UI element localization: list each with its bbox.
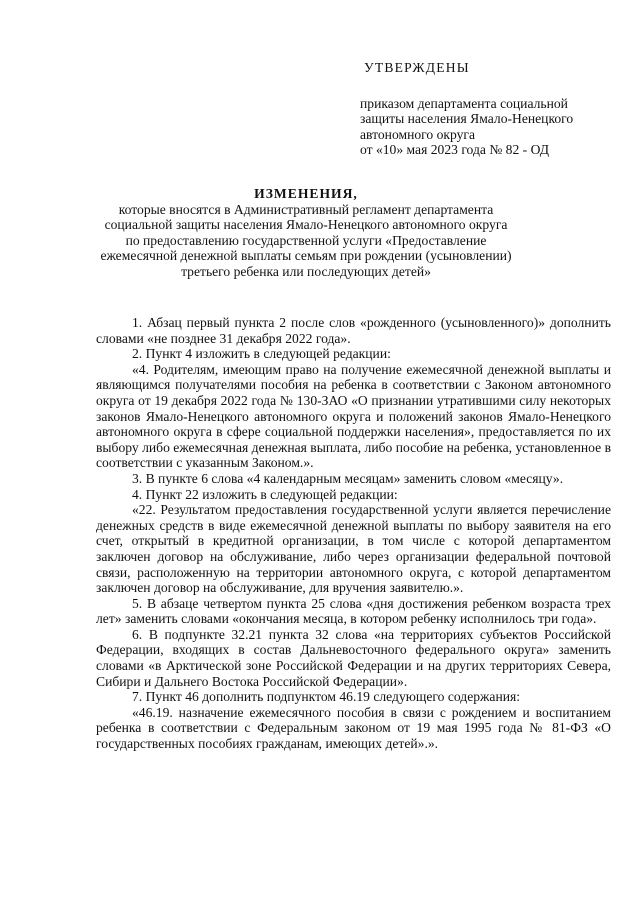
paragraph: «46.19. назначение ежемесячного пособия в связи с рождением и воспитанием ребенка в соответствии с Федеральным законом от 19 мая 1995 года № 81-ФЗ «О государственных пособиях гражданам, имеющих детей».». (96, 704, 611, 752)
paragraph: 2. Пункт 4 изложить в следующей редакции: (132, 346, 391, 362)
paragraph: 4. Пункт 22 изложить в следующей редакции: (132, 486, 398, 502)
document-subtitle: которые вносятся в Административный регламент департамента социальной защиты населения Ямало-Ненецкого автономного округа по предоставлению государственной услуги «Предоставление ежемесячной денежной выплаты семьям при рождении (усыновлении) третьего ребенка или последующих детей» (100, 201, 512, 279)
paragraph: 3. В пункте 6 слова «4 календарным месяцам» заменить словом «месяцу». (132, 470, 564, 486)
document-body (96, 315, 611, 752)
paragraph: «22. Результатом предоставления государственной услуги является перечисление денежных средств в виде ежемесячной денежной выплаты по выбору заявителя на его счет, открытый в кредитной организации, в том числе с которой департаментом заключен договор на обслуживание, либо через организации федеральной почтовой связи, расположенную на территории автономного округа, с которой департаментом заключен договор на обслуживание, для вручения заявителю.». (96, 502, 611, 596)
paragraph: 7. Пункт 46 дополнить подпунктом 46.19 следующего содержания: (132, 689, 521, 705)
approval-line: от «10» мая 2023 года № 82 - ОД (360, 142, 550, 157)
approval-line: защиты населения Ямало-Ненецкого (360, 111, 574, 126)
paragraph: «4. Родителям, имеющим право на получение ежемесячной денежной выплаты и являющимся получателями пособия на ребенка в соответствии с Законом автономного округа от 19 декабря 2022 года № 130-ЗАО «О признании утратившими силу некоторых законов Ямало-Ненецкого автономного округа и положений законов Ямало-Ненецкого автономного округа в сфере социальной поддержки населения», предоставляется по их выбору либо ежемесячная денежная выплата, либо пособие на ребенка, установленное в соответствии с указанным Законом.». (96, 361, 611, 471)
document-heading (96, 186, 516, 279)
document-title: ИЗМЕНЕНИЯ, (254, 186, 358, 201)
paragraph: 5. В абзаце четвертом пункта 25 слова «дня достижения ребенком возраста трех лет» заменить словами «окончания месяца, в котором ребенку исполнилось три года». (96, 595, 611, 627)
paragraph: 1. Абзац первый пункта 2 после слов «рожденного (усыновленного)» дополнить словами «не позднее 31 декабря 2022 года». (96, 315, 611, 346)
approval-line: автономного округа (360, 126, 476, 142)
paragraph: 6. В подпункте 32.21 пункта 32 слова «на территориях субъектов Российской Федерации, входящих в состав Дальневосточного федерального округа» заменить словами «в Арктической зоне Российской Федерации и на других территориях Севера, Сибири и Дальнего Востока Российской Федерации». (96, 626, 611, 689)
approval-stamp-block (360, 60, 610, 158)
approved-label: УТВЕРЖДЕНЫ (364, 60, 470, 75)
approval-line: приказом департамента социальной (360, 95, 568, 111)
